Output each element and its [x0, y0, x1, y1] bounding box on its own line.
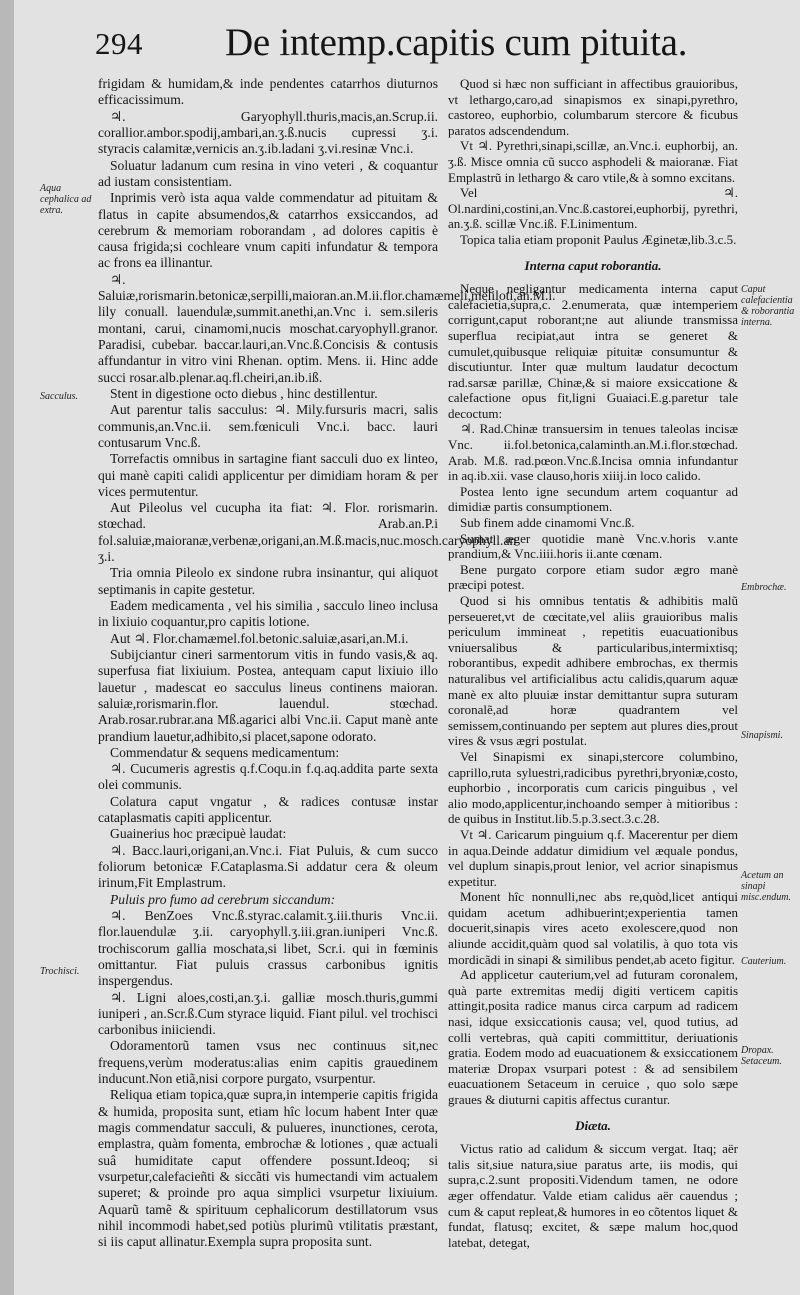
margin-note: Cauterium.	[741, 956, 787, 967]
paragraph: Monent hîc nonnulli,nec abs re,quòd,licet antiqui quidam acetum adhibuerint;experientia tamen docuerit,sinapis vires aceto exolescere,quod non aliunde accidit,quàm quod sal volatilis, à quo tota vis mordicãdi in sinapi & similibus pendet,ab aceto figitur.	[448, 889, 738, 967]
page-number: 294	[95, 26, 143, 61]
recipe-paragraph: ♃. Cucumeris agrestis q.f.Coqu.in f.q.aq.addita parte sexta olei communis.	[98, 761, 438, 793]
paragraph: Sumat æger quotidie manè Vnc.v.horis v.ante prandium,& Vnc.iiii.horis ii.ante cœnam.	[448, 530, 738, 562]
recipe-paragraph: ♃. Saluiæ,rorismarin.betonicæ,serpilli,maioran.an.M.ii.flor.chamæmeli,meliloti,an.M.i. lily conuall. lauendulæ,summit.anethi,an.Vnc i. sem.sileris montani, carui, cinamomi,nucis moschat.caryophyll.granor. Paradisi, cubebar. baccar.lauri,an.Vnc.ß.Concisis & contusis affundantur in vitro vini Rhenan. optim. Mens. ii. Hinc adde succi rosar.alb.plenar.aq.fl.cheiri,an.ib.iß.	[98, 271, 556, 385]
margin-note: Trochisci.	[40, 966, 80, 977]
recipe-paragraph: Vel ♃. Ol.nardini,costini,an.Vnc.ß.castorei,euphorbij, pyrethri, an.ʒ.ß. scillæ Vnc.iß. F.Linimentum.	[448, 185, 738, 232]
paragraph: Neque negligantur medicamenta interna caput calefacietia,supra,c. 2.enumerata, quæ intemperiem corrigunt,caput roborant;ne aut aliunde transmissa superflua recipiat,aut intra se generet & cumulet,quibusque reliquiæ pituitæ consumuntur & discutiuntur. Inter quæ multum laudatur decoctum rad.sarsæ parillæ, Chinæ,& si maiore exsiccatione & calefactione opus fit,ligni Guaiaci.E.g.paretur tale decoctum:	[448, 281, 738, 421]
paragraph: frigidam & humidam,& inde pendentes catarrhos diuturnos efficacissimum.	[98, 76, 438, 108]
page-gutter-shadow	[0, 0, 14, 1295]
paragraph: Eadem medicamenta , vel his similia , sacculo lineo inclusa in lixiuio coquantur,pro capitis lotione.	[98, 598, 438, 630]
paragraph: Bene purgato corpore etiam sudor ægro manè præcipi potest.	[448, 561, 738, 593]
page-header	[95, 20, 695, 72]
paragraph: Soluatur ladanum cum resina in vino veteri , & coquantur ad iustam consistentiam.	[98, 157, 438, 189]
recipe-paragraph: Vt ♃. Caricarum pinguium q.f. Macerentur per diem in aqua.Deinde addatur dimidium vel æquale pondus, vel duplum sinapis,prout lenior, vel acrior sinapismus expetitur.	[448, 826, 738, 889]
section-heading: Interna caput roborantia.	[524, 257, 662, 273]
paragraph: Topica talia etiam proponit Paulus Æginetæ,lib.3.c.5.	[460, 231, 737, 247]
margin-note: Caput calefacientia & roborantia interna.	[741, 284, 795, 328]
margin-note: Sacculus.	[40, 391, 79, 402]
recipe-paragraph: ♃. BenZoes Vnc.ß.styrac.calamit.ʒ.iii.thuris Vnc.ii. flor.lauendulæ ʒ.ii. caryophyll.ʒ.iii.gran.iuniperi Vnc.ß. trochiscorum gallia moschata,si libet, Scr.i. qui in fœminis omittantur. Fiat puluis crassus carbonibus ignitis inspergendus.	[98, 907, 438, 989]
paragraph: Postea lento igne secundum artem coquantur ad dimidiæ partis consumptionem.	[448, 483, 738, 515]
paragraph: Tria omnia Pileolo ex sindone rubra insinantur, qui aliquot septimanis in capite gestetur.	[98, 565, 438, 597]
margin-note: Dropax. Setaceum.	[741, 1045, 782, 1067]
margin-note: Acetum an sinapi misc.endum.	[741, 870, 791, 903]
paragraph: Torrefactis omnibus in sartagine fiant sacculi duo ex linteo, qui manè capiti calidi applicentur per dimidiam horam & per vices permutentur.	[98, 451, 438, 499]
paragraph: Aut parentur talis sacculus: ♃. Mily.fursuris macri, salis communis,an.Vnc.ii. sem.fœniculi Vnc.i. bacc. lauri contusarum Vnc.ß.	[98, 402, 438, 450]
running-title: De intemp.capitis cum pituita.	[225, 21, 688, 64]
paragraph: Quod si hæc non sufficiant in affectibus grauioribus, vt lethargo,caro,ad sinapismos ex sinapi,pyrethro, castoreo, euphorbio, columbarum stercore & ficubus paratos adscendendum.	[448, 76, 738, 138]
paragraph: Inprimis verò ista aqua valde commendatur ad pituitam & flatus in capite absumendos,& catarrhos exsiccandos, ad cerebrum & memoriam roborandam , ad dolores capitis è causa frigida;si cochleare vnum capiti infundatur & tempora ac frons ea illinantur.	[98, 190, 438, 271]
recipe-paragraph: ♃. Garyophyll.thuris,macis,an.Scrup.ii. corallior.ambor.spodij,ambari,an.ʒ.ß.nucis cupressi ʒ.i. styracis calamitæ,vernicis an.ʒ.ib.ladani ʒ.vi.resinæ Vnc.i.	[98, 108, 438, 157]
paragraph: Guainerius hoc præcipuè laudat:	[110, 826, 287, 842]
paragraph: Quod si his omnibus tentatis & adhibitis malũ perseueret,vt de cœcitate,vel aliis grauioribus malis periculum immineat , repetitis euacuationibus vniuersalibus & particularibus,intermixtisq; roborantibus, expedit adhibere embrochas, ex thermis naturalibus vel artificialibus actu calidis,quarum aquæ manè ex alto pluuiæ instar demittantur supra suturam coronalẽ,ad horæ quadrantem vel semissem,continuando per septem aut plures dies,prout vires & vsus ægri postulat.	[448, 593, 738, 749]
paragraph: Sub finem adde cinamomi Vnc.ß.	[460, 515, 635, 531]
paragraph: Subijciantur cineri sarmentorum vitis in fundo vasis,& aq. superfusa fiat lixiuium. Postea, antequam caput lixiuio illo lauetur , madescat eo sacculus lineus continens maioran. saluiæ,rorismarin.flor. lauendul. stœchad. Arab.rosar.rubrar.ana Mß.agarici albi Vnc.ii. Caput manè ante prandium lauetur,adhibito,si placet,sapone odorato.	[98, 646, 438, 744]
paragraph: Victus ratio ad calidum & siccum vergat. Itaq; aër talis sit,siue natura,siue paratus arte, iis modis, qui supra,c.2.sunt propositi.Videndum tamen, ne odore æger offendatur. Valde etiam calidus aër cauendus ; cum & caput repleat,& humores in eo cõtentos liquet & fundat, flatusq; excitet, & sæpe malum hoc,quod latebat, detegat,	[448, 1141, 738, 1250]
recipe-paragraph: ♃. Bacc.lauri,origani,an.Vnc.i. Fiat Puluis, & cum succo foliorum betonicæ F.Cataplasma.Si addatur cera & oleum irinum,Fit Emplastrum.	[98, 842, 438, 891]
recipe-paragraph: Vt ♃. Pyrethri,sinapi,scillæ, an.Vnc.i. euphorbij, an. ʒ.ß. Misce omnia cũ succo asphodeli & maioranæ. Fiat Emplastrũ in lethargo & caro vtile,& à somno excitans.	[448, 138, 738, 185]
paragraph: Puluis pro fumo ad cerebrum siccandum:	[110, 891, 336, 907]
right-column	[448, 76, 738, 1250]
recipe-paragraph: ♃. Rad.Chinæ transuersim in tenues taleolas incisæ Vnc. ii.fol.betonica,calaminth.an.M.i.flor.stœchad. Arab. M.ß. rad.pœon.Vnc.ß.Incisa omnia infundantur in aq.ib.xii. vase clauso,horis xiiij.in loco calido.	[448, 421, 738, 484]
paragraph: Reliqua etiam topica,quæ supra,in intemperie capitis frigida & humida, proposita sunt, etiam hîc locum habent Inter quæ magis commendatur sacculi, & pulueres, inunctiones, cerota, emplastra, quàm fomenta, embrochæ & lotiones , quæ actuali suâ humiditate caput offendere possunt.Ideoq; si vsurpetur,calefacieñti & siccãti vis humectandi vim actualem superet; & proinde pro aqua simplici vsurpetur lixiuium. Aquarũ tamẽ & spirituum cephalicorum destillatorum vsus nihil incommodi habet,sed potiùs plurimũ vtilitatis præstant, si iis caput allinatur.Exempla supra proposita sunt.	[98, 1087, 438, 1250]
paragraph: Stent in digestione octo diebus , hinc destillentur.	[110, 385, 378, 401]
margin-note: Sinapismi.	[741, 730, 783, 741]
margin-note: Aqua cephalica ad extra.	[40, 183, 92, 216]
paragraph: Commendatur & sequens medicamentum:	[110, 744, 340, 760]
paragraph: Ad applicetur cauterium,vel ad futuram coronalem, quà parte extremitas medij digiti verticem capitis attingit,posita radice manus circa carpum ad radicem nasi, idque exsiccationis causa; vel, quod tutius, ad colli vertebras, quà capiti committitur, deriuationis gratia. Eodem modo ad euacuationem & exsiccationem materiæ Dropax vsurpari potest : & ad sensibilem euacuationem Setaceum in ceruice , quo solo sæpe graues & diuturni capitis affectus curantur.	[448, 967, 738, 1107]
margin-note: Embrochæ.	[741, 582, 787, 593]
recipe-paragraph: Aut ♃. Flor.chamæmel.fol.betonic.saluiæ,asari,an.M.i.	[110, 630, 409, 646]
paragraph: Colatura caput vngatur , & radices contusæ instar cataplasmatis capiti applicentur.	[98, 793, 438, 826]
paragraph: Odoramentorũ tamen vsus nec continuus sit,nec frequens,verùm moderatus:alias enim capitis grauedinem inducunt.Non etiã,nisi corpore purgato, vsurpentur.	[98, 1038, 438, 1087]
recipe-paragraph: ♃. Ligni aloes,costi,an.ʒ.i. galliæ mosch.thuris,gummi iuniperi , an.Scr.ß.Cum styrace liquid. Fiant pilul. vel trochisci carbonibus iniiciendi.	[98, 989, 438, 1038]
paragraph: Aut Pileolus vel cucupha ita fiat: ♃. Flor. rorismarin. stœchad. Arab.an.P.i fol.saluiæ,maioranæ,verbenæ,origani,an.M.ß.macis,nuc.mosch.caryophyll.an ʒ.i.	[98, 500, 517, 565]
section-heading: Diæta.	[575, 1117, 611, 1133]
paragraph: Vel Sinapismi ex sinapi,stercore columbino, caprillo,ruta syluestri,radicibus pyrethri,bryoniæ,costo, euphorbio , incorporatis cum caricis pinguibus , vel alio modo,applicentur,inchoando semper à mitioribus : de quibus in Institut.lib.5.p.3.sect.3.c.28.	[448, 748, 738, 827]
